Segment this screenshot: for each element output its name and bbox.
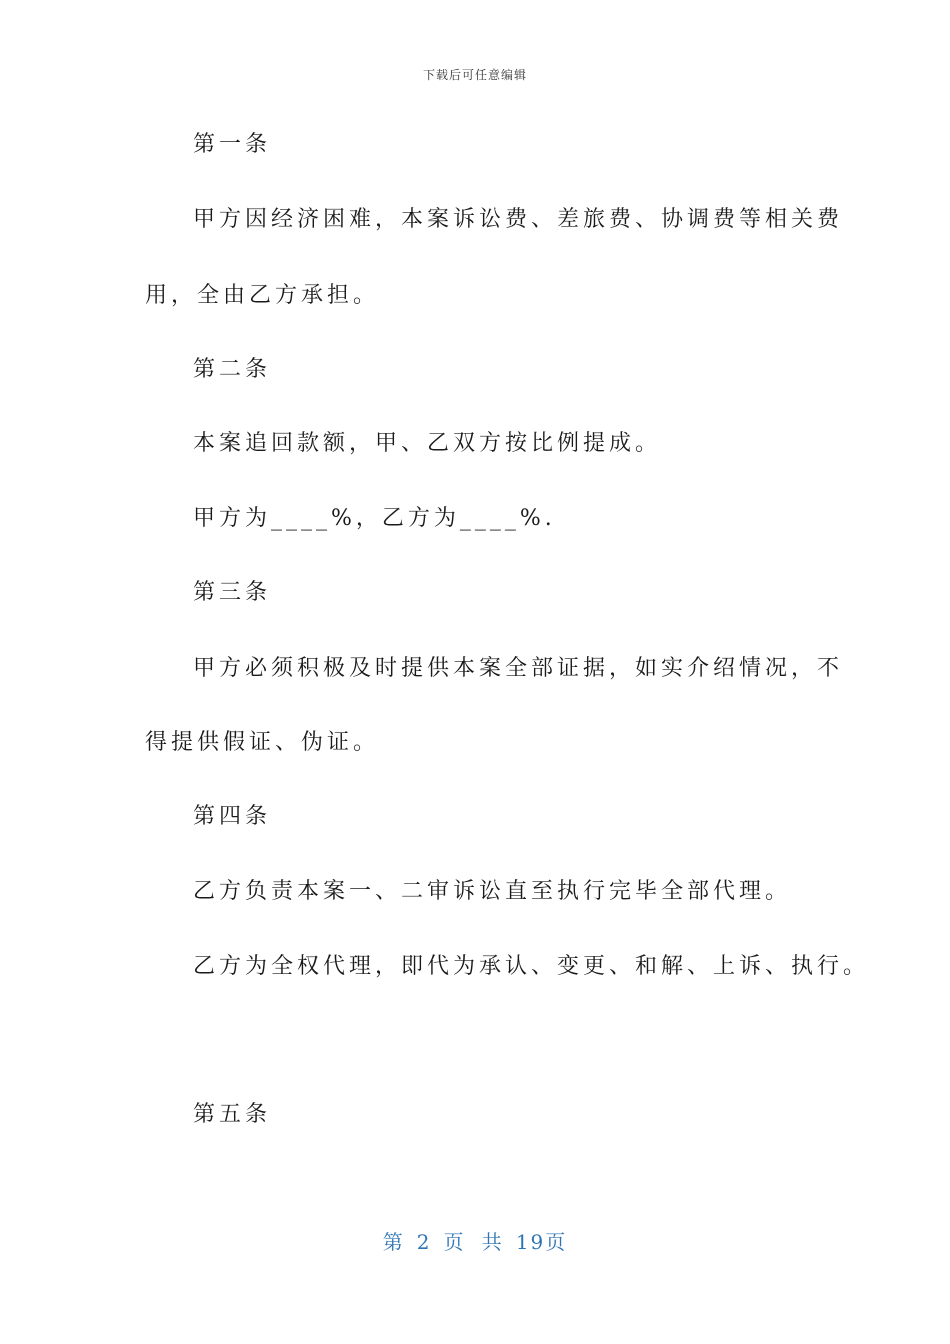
footer-middle: 页 共 [443,1230,504,1254]
article-2-text-line-2: 甲方为____%，乙方为____%. [193,506,556,531]
article-1-text-line-1: 甲方因经济困难，本案诉讼费、差旅费、协调费等相关费 [193,207,844,232]
article-3-text-line-1: 甲方必须积极及时提供本案全部证据，如实介绍情况，不 [193,656,844,681]
article-3-heading: 第三条 [193,580,272,605]
page-footer [0,1226,950,1255]
footer-current-page: 2 [416,1230,432,1254]
article-2-text-line-1: 本案追回款额，甲、乙双方按比例提成。 [193,431,662,456]
article-4-text-line-2: 乙方为全权代理，即代为承认、变更、和解、上诉、执行。 [193,954,870,979]
footer-prefix: 第 [382,1230,405,1254]
article-2-heading: 第二条 [193,357,272,382]
article-4-heading: 第四条 [193,804,272,829]
header-note: 下载后可任意编辑 [422,68,527,82]
article-5-heading: 第五条 [193,1102,272,1127]
article-3-text-line-2: 得提供假证、伪证。 [145,730,380,755]
article-1-text-line-2: 用，全由乙方承担。 [145,283,380,308]
article-4-text-line-1: 乙方负责本案一、二审诉讼直至执行完毕全部代理。 [193,879,792,904]
article-1-heading: 第一条 [193,132,272,157]
footer-total-pages: 19页 [515,1230,568,1254]
